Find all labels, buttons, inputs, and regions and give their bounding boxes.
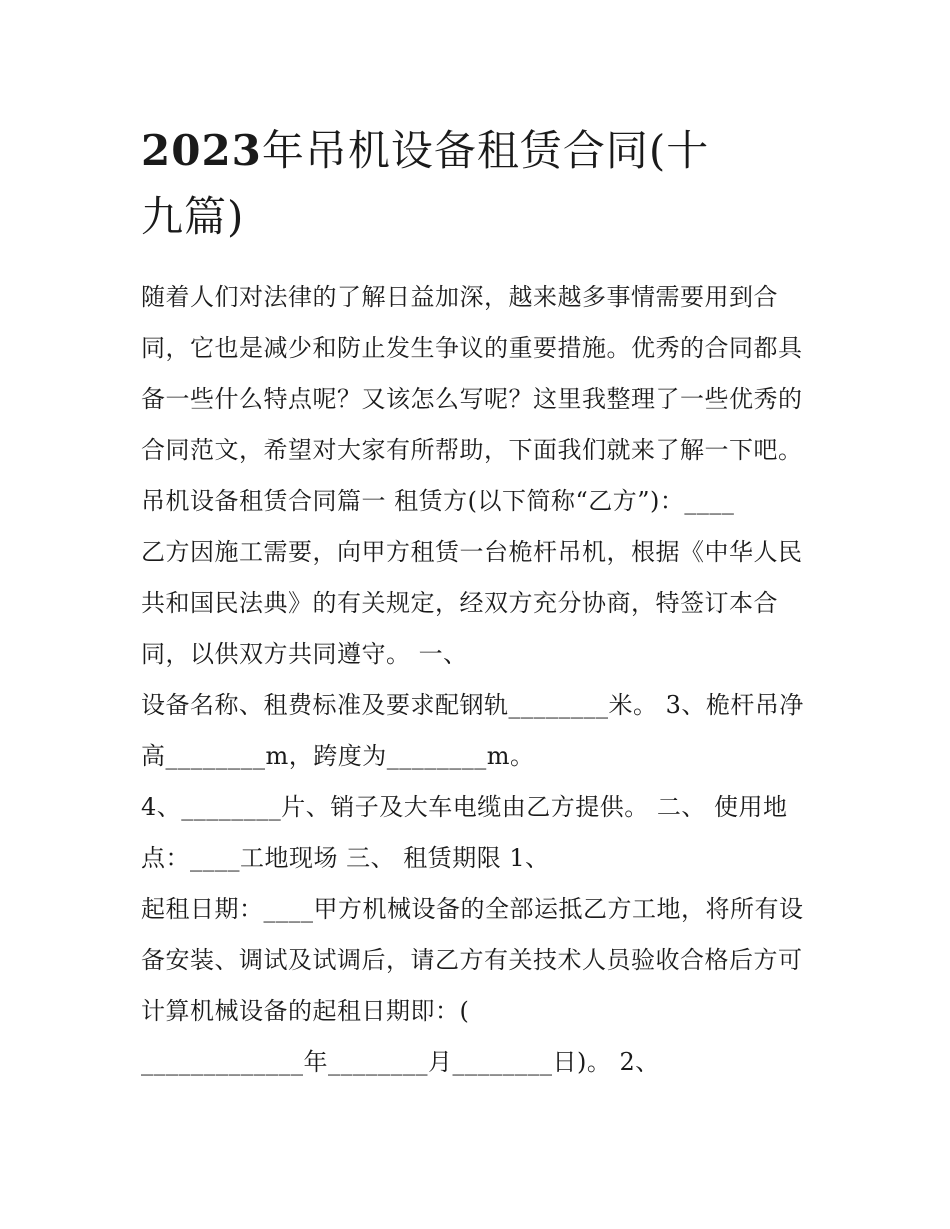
- document-title: [141, 118, 821, 250]
- body-line: 计算机械设备的起租日期即：(: [141, 997, 470, 1025]
- body-line: 高________m，跨度为________m。: [141, 742, 535, 770]
- title-text: 年吊机设备租赁合同(十: [261, 126, 710, 175]
- document-body: [141, 272, 821, 1088]
- body-line: 起租日期：____甲方机械设备的全部运抵乙方工地，将所有设: [141, 895, 804, 923]
- body-line: 随着人们对法律的了解日益加深，越来越多事情需要用到合: [141, 283, 778, 311]
- body-line: 合同范文，希望对大家有所帮助，下面我们就来了解一下吧。: [141, 436, 803, 464]
- title-year: 2023: [141, 126, 262, 175]
- body-line: 4、________片、销子及大车电缆由乙方提供。 二、 使用地: [141, 793, 788, 821]
- body-line: 共和国民法典》的有关规定，经双方充分协商，特签订本合: [141, 589, 778, 617]
- body-line: 同，它也是减少和防止发生争议的重要措施。优秀的合同都具: [141, 334, 803, 362]
- body-line: 设备名称、租费标准及要求配钢轨________米。 3、桅杆吊净: [141, 691, 804, 719]
- body-line: 备安装、调试及试调后，请乙方有关技术人员验收合格后方可: [141, 946, 803, 974]
- body-line: 备一些什么特点呢？又该怎么写呢？这里我整理了一些优秀的: [141, 385, 803, 413]
- body-line: 同，以供双方共同遵守。 一、: [141, 640, 468, 668]
- body-line: 乙方因施工需要，向甲方租赁一台桅杆吊机，根据《中华人民: [141, 538, 803, 566]
- title-text-line2: 九篇): [141, 192, 245, 241]
- document-page: [141, 118, 821, 1088]
- body-line: 吊机设备租赁合同篇一 租赁方(以下简称“乙方”)：____: [141, 487, 735, 515]
- body-line: _____________年________月________日)。 2、: [141, 1048, 660, 1076]
- body-line: 点：____工地现场 三、 租赁期限 1、: [141, 844, 550, 872]
